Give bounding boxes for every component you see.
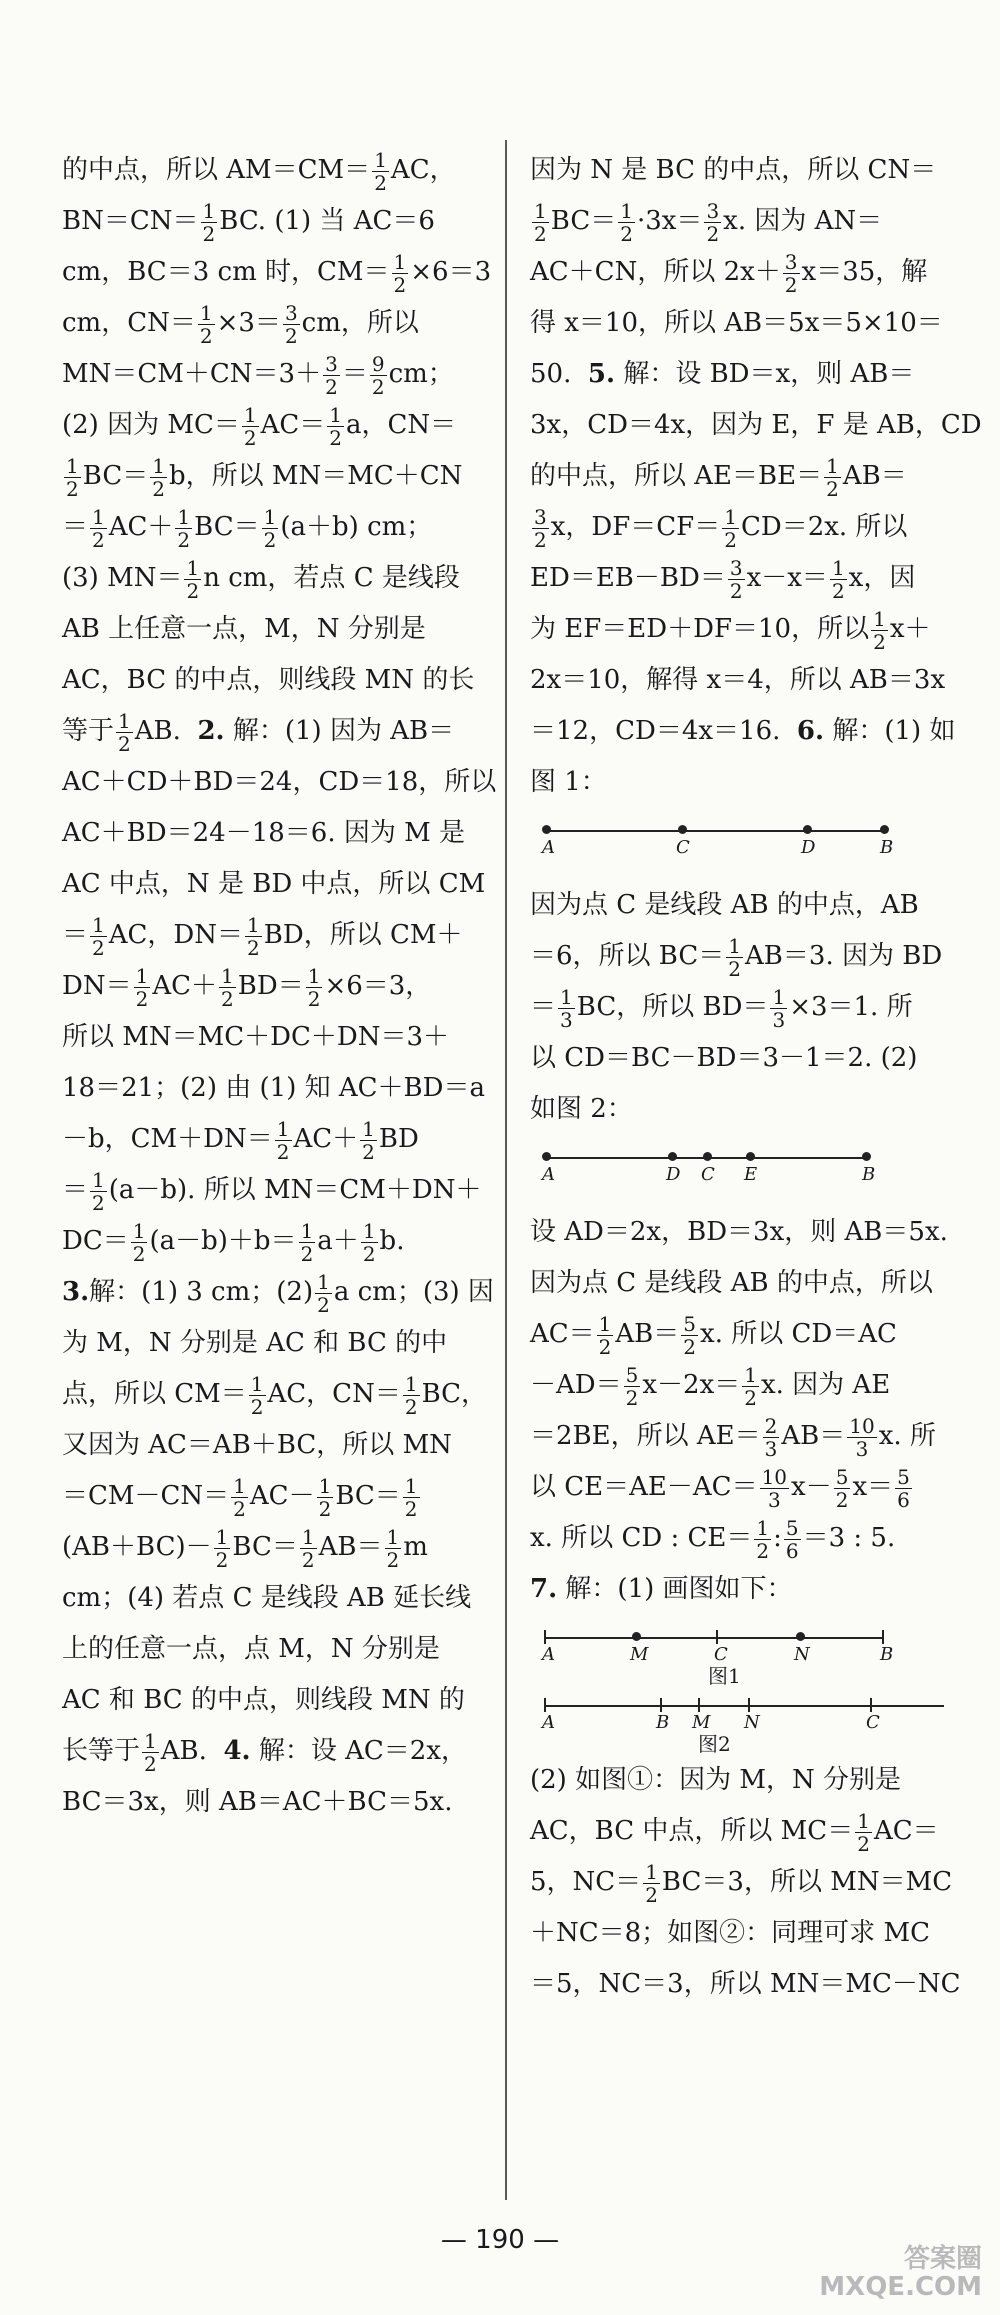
fraction: $\frac{1}{2}$ — [329, 402, 343, 450]
fraction: $\frac{1}{2}$ — [199, 300, 213, 348]
point-B — [880, 825, 889, 834]
left-column — [62, 145, 497, 1828]
text-line: AB 上任意一点，M，N 分别是 — [62, 614, 426, 644]
fraction: $\frac{1}{2}$ — [118, 708, 131, 756]
text-line: 7. 解：(1) 画图如下： — [530, 1574, 793, 1604]
text-line: 长等于 $\frac{1}{2}$ AB. 4. 解：设 AC＝2x， — [62, 1728, 467, 1776]
figure-caption: 图1 — [708, 1664, 741, 1688]
text-line: ＝ $\frac{1}{2}$ AC＋ $\frac{1}{2}$ BC＝ $\frac{1}{2}$ (a＋b) cm； — [62, 504, 433, 552]
fraction: $\frac{1}{2}$ — [744, 1362, 757, 1410]
segment-line — [544, 1637, 884, 1639]
text-line: 点，所以 CM＝ $\frac{1}{2}$ AC，CN＝ $\frac{1}{2}$ BC， — [62, 1371, 488, 1419]
text-line: ＝12，CD＝4x＝16. 6. 解：(1) 如 — [530, 716, 956, 746]
fraction: $\frac{1}{2}$ — [756, 1515, 770, 1563]
segment-line — [546, 830, 886, 832]
label-A: A — [542, 1712, 555, 1733]
fraction: $\frac{1}{2}$ — [393, 249, 407, 297]
text-line: ＝6，所以 BC＝ $\frac{1}{2}$ AB＝3. 因为 BD — [530, 933, 943, 981]
text-line: 的中点，所以 AE＝BE＝ $\frac{1}{2}$ AB＝ — [530, 453, 907, 501]
watermark-logo: 答案圈 MXQE.COM — [819, 2244, 982, 2302]
fraction: $\frac{1}{2}$ — [300, 1218, 314, 1266]
fraction: $\frac{1}{2}$ — [152, 453, 165, 501]
fraction: $\frac{10}{3}$ — [849, 1413, 875, 1461]
point-A — [542, 825, 551, 834]
tick-A — [544, 1630, 546, 1644]
figure-1-segment — [542, 814, 922, 876]
text-line: ＝ $\frac{1}{2}$ AC，DN＝ $\frac{1}{2}$ BD，所以 CM＋ — [62, 912, 463, 960]
text-line: ＝ $\frac{1}{2}$ (a－b). 所以 MN＝CM＋DN＋ — [62, 1167, 482, 1215]
fraction: $\frac{3}{2}$ — [325, 351, 338, 399]
text-line: －AD＝ $\frac{5}{2}$ x－2x＝ $\frac{1}{2}$ x. 因为 AE — [530, 1362, 891, 1410]
point-D — [803, 825, 812, 834]
text-line: cm，BC＝3 cm 时，CM＝ $\frac{1}{2}$ ×6＝3 — [62, 249, 492, 297]
tick-B — [660, 1698, 662, 1712]
text-line: ＝2BE，所以 AE＝ $\frac{2}{3}$ AB＝ $\frac{10}{3}$ x. 所 — [530, 1413, 936, 1461]
fraction: $\frac{1}{2}$ — [317, 1269, 330, 1317]
text-line: $\frac{1}{2}$ BC＝ $\frac{1}{2}$ ·3x＝ $\frac{3}{2}$ x. 因为 AN＝ — [534, 198, 883, 246]
text-line: ED＝EB－BD＝ $\frac{3}{2}$ x－x＝ $\frac{1}{2}$ x，因 — [530, 555, 916, 603]
fraction: $\frac{1}{2}$ — [66, 453, 79, 501]
fraction: $\frac{1}{3}$ — [560, 984, 573, 1032]
problem-number: 6. — [796, 716, 825, 746]
text-line: ＝CM－CN＝ $\frac{1}{2}$ AC－ $\frac{1}{2}$ BC＝ $\frac{1}{2}$ — [62, 1473, 418, 1521]
fraction: $\frac{1}{2}$ — [362, 1116, 375, 1164]
tick-N — [748, 1698, 750, 1712]
text-line: 2x＝10，解得 x＝4，所以 AB＝3x — [530, 665, 946, 695]
fraction: $\frac{1}{2}$ — [233, 1473, 246, 1521]
label-B: B — [880, 837, 894, 858]
text-line: 因为点 C 是线段 AB 的中点，所以 — [530, 1268, 933, 1298]
text-line: (2) 因为 MC＝ $\frac{1}{2}$ AC＝ $\frac{1}{2}$ a，CN＝ — [62, 402, 457, 450]
fraction: $\frac{3}{2}$ — [534, 504, 547, 552]
right-column — [530, 145, 982, 2010]
label-D: D — [801, 837, 816, 858]
text-line: 因为点 C 是线段 AB 的中点，AB — [530, 890, 919, 920]
text-line: x. 所以 CD : CE＝ $\frac{1}{2}$ : $\frac{5}{6}$ ＝3 : 5. — [530, 1515, 896, 1563]
point-M — [632, 1632, 641, 1641]
point-E — [746, 1152, 755, 1161]
label-M: M — [692, 1712, 711, 1733]
figure-2-segment — [542, 1141, 922, 1203]
fraction: $\frac{1}{2}$ — [724, 504, 737, 552]
tick-B — [882, 1630, 884, 1644]
fraction: $\frac{1}{2}$ — [728, 933, 742, 981]
figure-7-2-segment — [542, 1689, 922, 1756]
text-line: cm；(4) 若点 C 是线段 AB 延长线 — [62, 1583, 472, 1613]
label-B: B — [862, 1164, 876, 1185]
text-line: 以 CE＝AE－AC＝ $\frac{10}{3}$ x－ $\frac{5}{2}$ x＝ $\frac{5}{6}$ — [530, 1464, 910, 1512]
fraction: $\frac{10}{3}$ — [761, 1464, 788, 1512]
problem-number: 3. — [62, 1277, 90, 1307]
text-line: AC＋BD＝24－18＝6. 因为 M 是 — [62, 818, 466, 848]
segment-line — [544, 1705, 944, 1707]
fraction: $\frac{5}{6}$ — [785, 1515, 799, 1563]
fraction: $\frac{5}{2}$ — [625, 1362, 639, 1410]
text-line: AC＋CN，所以 2x＋ $\frac{3}{2}$ x＝35，解 — [530, 249, 928, 297]
label-A: A — [542, 837, 555, 858]
text-line: 的中点，所以 AM＝CM＝ $\frac{1}{2}$ AC， — [62, 147, 456, 195]
fraction: $\frac{1}{2}$ — [92, 1167, 105, 1215]
label-M: M — [630, 1644, 649, 1665]
text-line: (AB＋BC)－ $\frac{1}{2}$ BC＝ $\frac{1}{2}$ AB＝ $\frac{1}{2}$ m — [62, 1524, 428, 1572]
label-D: D — [666, 1164, 681, 1185]
fraction: $\frac{1}{2}$ — [598, 1311, 612, 1359]
label-N: N — [744, 1712, 760, 1733]
text-line: (2) 如图①：因为 M，N 分别是 — [530, 1765, 901, 1795]
fraction: $\frac{3}{2}$ — [284, 300, 298, 348]
problem-number: 7. — [530, 1574, 558, 1604]
text-line: BC＝3x，则 AB＝AC＋BC＝5x. — [62, 1787, 453, 1817]
text-line: AC，BC 的中点，则线段 MN 的长 — [62, 665, 475, 695]
text-line: AC 中点，N 是 BD 中点，所以 CM — [62, 869, 486, 899]
text-line: MN＝CM＋CN＝3＋ $\frac{3}{2}$ ＝ $\frac{9}{2}$ cm； — [62, 351, 454, 399]
fraction: $\frac{1}{2}$ — [276, 1116, 290, 1164]
fraction: $\frac{5}{2}$ — [835, 1464, 849, 1512]
tick-C — [716, 1630, 718, 1644]
text-line: $\frac{3}{2}$ x，DF＝CF＝ $\frac{1}{2}$ CD＝2x. 所以 — [534, 504, 908, 552]
fraction: $\frac{2}{3}$ — [764, 1413, 778, 1461]
text-line: 如图 2： — [530, 1094, 633, 1124]
fraction: $\frac{1}{2}$ — [620, 198, 633, 246]
fraction: $\frac{1}{2}$ — [177, 504, 191, 552]
text-line: (3) MN＝ $\frac{1}{2}$ n cm，若点 C 是线段 — [62, 555, 460, 603]
text-line: AC＋CD＋BD＝24，CD＝18，所以 — [62, 767, 497, 797]
text-line: AC 和 BC 的中点，则线段 MN 的 — [62, 1685, 465, 1715]
text-line: 18＝21；(2) 由 (1) 知 AC＋BD＝a — [62, 1073, 486, 1103]
problem-number: 2. — [197, 716, 225, 746]
text-line: ＝ $\frac{1}{3}$ BC，所以 BD＝ $\frac{1}{3}$ ×3＝1. 所 — [530, 984, 913, 1032]
text-line: $\frac{1}{2}$ BC＝ $\frac{1}{2}$ b，所以 MN＝MC＋CN — [66, 453, 463, 501]
point-B — [862, 1152, 871, 1161]
fraction: $\frac{9}{2}$ — [371, 351, 385, 399]
fraction: $\frac{1}{2}$ — [831, 555, 845, 603]
text-line: AC，BC 中点，所以 MC＝ $\frac{1}{2}$ AC＝ — [530, 1808, 939, 1856]
fraction: $\frac{3}{2}$ — [706, 198, 720, 246]
label-C: C — [866, 1712, 880, 1733]
figure-7-1-segment — [542, 1621, 922, 1688]
fraction: $\frac{1}{2}$ — [263, 504, 277, 552]
text-line: 等于 $\frac{1}{2}$ AB. 2. 解：(1) 因为 AB＝ — [62, 708, 455, 756]
label-A: A — [542, 1164, 555, 1185]
fraction: $\frac{3}{2}$ — [729, 555, 743, 603]
fraction: $\frac{1}{2}$ — [247, 912, 260, 960]
label-B: B — [880, 1644, 894, 1665]
text-line: 所以 MN＝MC＋DC＋DN＝3＋ — [62, 1022, 450, 1052]
fraction: $\frac{1}{2}$ — [92, 912, 105, 960]
text-line: 为 M，N 分别是 AC 和 BC 的中 — [62, 1328, 448, 1358]
text-line: DN＝ $\frac{1}{2}$ AC＋ $\frac{1}{2}$ BD＝ $\frac{1}{2}$ ×6＝3， — [62, 963, 432, 1011]
fraction: $\frac{1}{2}$ — [135, 963, 149, 1011]
problem-number: 5. — [587, 359, 616, 389]
fraction: $\frac{1}{2}$ — [215, 1524, 229, 1572]
fraction: $\frac{1}{2}$ — [404, 1473, 418, 1521]
text-line: 设 AD＝2x，BD＝3x，则 AB＝5x. — [530, 1217, 948, 1247]
text-line: 50. 5. 解：设 BD＝x，则 AB＝ — [530, 359, 915, 389]
label-C: C — [676, 837, 690, 858]
label-B: B — [656, 1712, 670, 1733]
text-line: 因为 N 是 BC 的中点，所以 CN＝ — [530, 155, 937, 185]
text-line: 以 CD＝BC－BD＝3－1＝2. (2) — [530, 1043, 918, 1073]
text-line: ＋NC＝8；如图②：同理可求 MC — [530, 1918, 930, 1948]
fraction: $\frac{1}{2}$ — [857, 1808, 870, 1856]
label-A: A — [542, 1644, 555, 1665]
label-E: E — [744, 1164, 758, 1185]
text-line: AC＝ $\frac{1}{2}$ AB＝ $\frac{5}{2}$ x. 所以 CD＝AC — [530, 1311, 897, 1359]
text-line: DC＝ $\frac{1}{2}$ (a－b)＋b＝ $\frac{1}{2}$ a＋ $\frac{1}{2}$ b. — [62, 1218, 405, 1266]
fraction: $\frac{1}{2}$ — [221, 963, 234, 1011]
text-line: 得 x＝10，所以 AB＝5x＝5×10＝ — [530, 308, 943, 338]
fraction: $\frac{1}{2}$ — [386, 1524, 400, 1572]
tick-C — [870, 1698, 872, 1712]
point-N — [796, 1632, 805, 1641]
fraction: $\frac{1}{2}$ — [826, 453, 839, 501]
text-line: 图 1： — [530, 767, 607, 797]
fraction: $\frac{1}{2}$ — [92, 504, 105, 552]
fraction: $\frac{1}{2}$ — [318, 1473, 332, 1521]
text-line: cm，CN＝ $\frac{1}{2}$ ×3＝ $\frac{3}{2}$ cm，所以 — [62, 300, 419, 348]
fraction: $\frac{1}{2}$ — [873, 606, 886, 654]
fraction: $\frac{5}{6}$ — [897, 1464, 910, 1512]
fraction: $\frac{1}{2}$ — [374, 147, 387, 195]
column-divider — [505, 140, 507, 2200]
tick-A — [544, 1698, 546, 1712]
fraction: $\frac{1}{2}$ — [534, 198, 547, 246]
point-C — [703, 1152, 712, 1161]
page-number: — 190 — — [440, 2225, 560, 2255]
text-line: 3x，CD＝4x，因为 E，F 是 AB，CD — [530, 410, 982, 440]
text-line: 为 EF＝ED＋DF＝10，所以 $\frac{1}{2}$ x＋ — [530, 606, 931, 654]
label-C: C — [701, 1164, 715, 1185]
fraction: $\frac{3}{2}$ — [784, 249, 798, 297]
text-line: 3.解：(1) 3 cm；(2) $\frac{1}{2}$ a cm；(3) 因 — [62, 1269, 494, 1317]
text-line: 5，NC＝ $\frac{1}{2}$ BC＝3，所以 MN＝MC — [530, 1859, 953, 1907]
fraction: $\frac{1}{2}$ — [132, 1218, 146, 1266]
label-C: C — [714, 1644, 728, 1665]
text-line: ＝5，NC＝3，所以 MN＝MC－NC — [530, 1969, 961, 1999]
text-line: 上的任意一点，点 M，N 分别是 — [62, 1634, 440, 1664]
text-line: －b，CM＋DN＝ $\frac{1}{2}$ AC＋ $\frac{1}{2}$ BD — [62, 1116, 419, 1164]
fraction: $\frac{1}{2}$ — [186, 555, 200, 603]
text-line: 又因为 AC＝AB＋BC，所以 MN — [62, 1430, 452, 1460]
fraction: $\frac{1}{2}$ — [144, 1728, 157, 1776]
fraction: $\frac{5}{2}$ — [683, 1311, 697, 1359]
fraction: $\frac{1}{2}$ — [362, 1218, 376, 1266]
tick-M — [698, 1698, 700, 1712]
fraction: $\frac{1}{2}$ — [202, 198, 216, 246]
fraction: $\frac{1}{2}$ — [301, 1524, 315, 1572]
point-A — [542, 1152, 551, 1161]
point-C — [678, 825, 687, 834]
fraction: $\frac{1}{2}$ — [404, 1371, 418, 1419]
fraction: $\frac{1}{2}$ — [250, 1371, 264, 1419]
figure-caption: 图2 — [698, 1732, 731, 1756]
fraction: $\frac{1}{2}$ — [645, 1859, 658, 1907]
fraction: $\frac{1}{2}$ — [307, 963, 321, 1011]
problem-number: 4. — [223, 1736, 251, 1766]
point-D — [668, 1152, 677, 1161]
text-line: BN＝CN＝ $\frac{1}{2}$ BC. (1) 当 AC＝6 — [62, 198, 435, 246]
label-N: N — [794, 1644, 810, 1665]
fraction: $\frac{1}{3}$ — [772, 984, 786, 1032]
fraction: $\frac{1}{2}$ — [243, 402, 257, 450]
